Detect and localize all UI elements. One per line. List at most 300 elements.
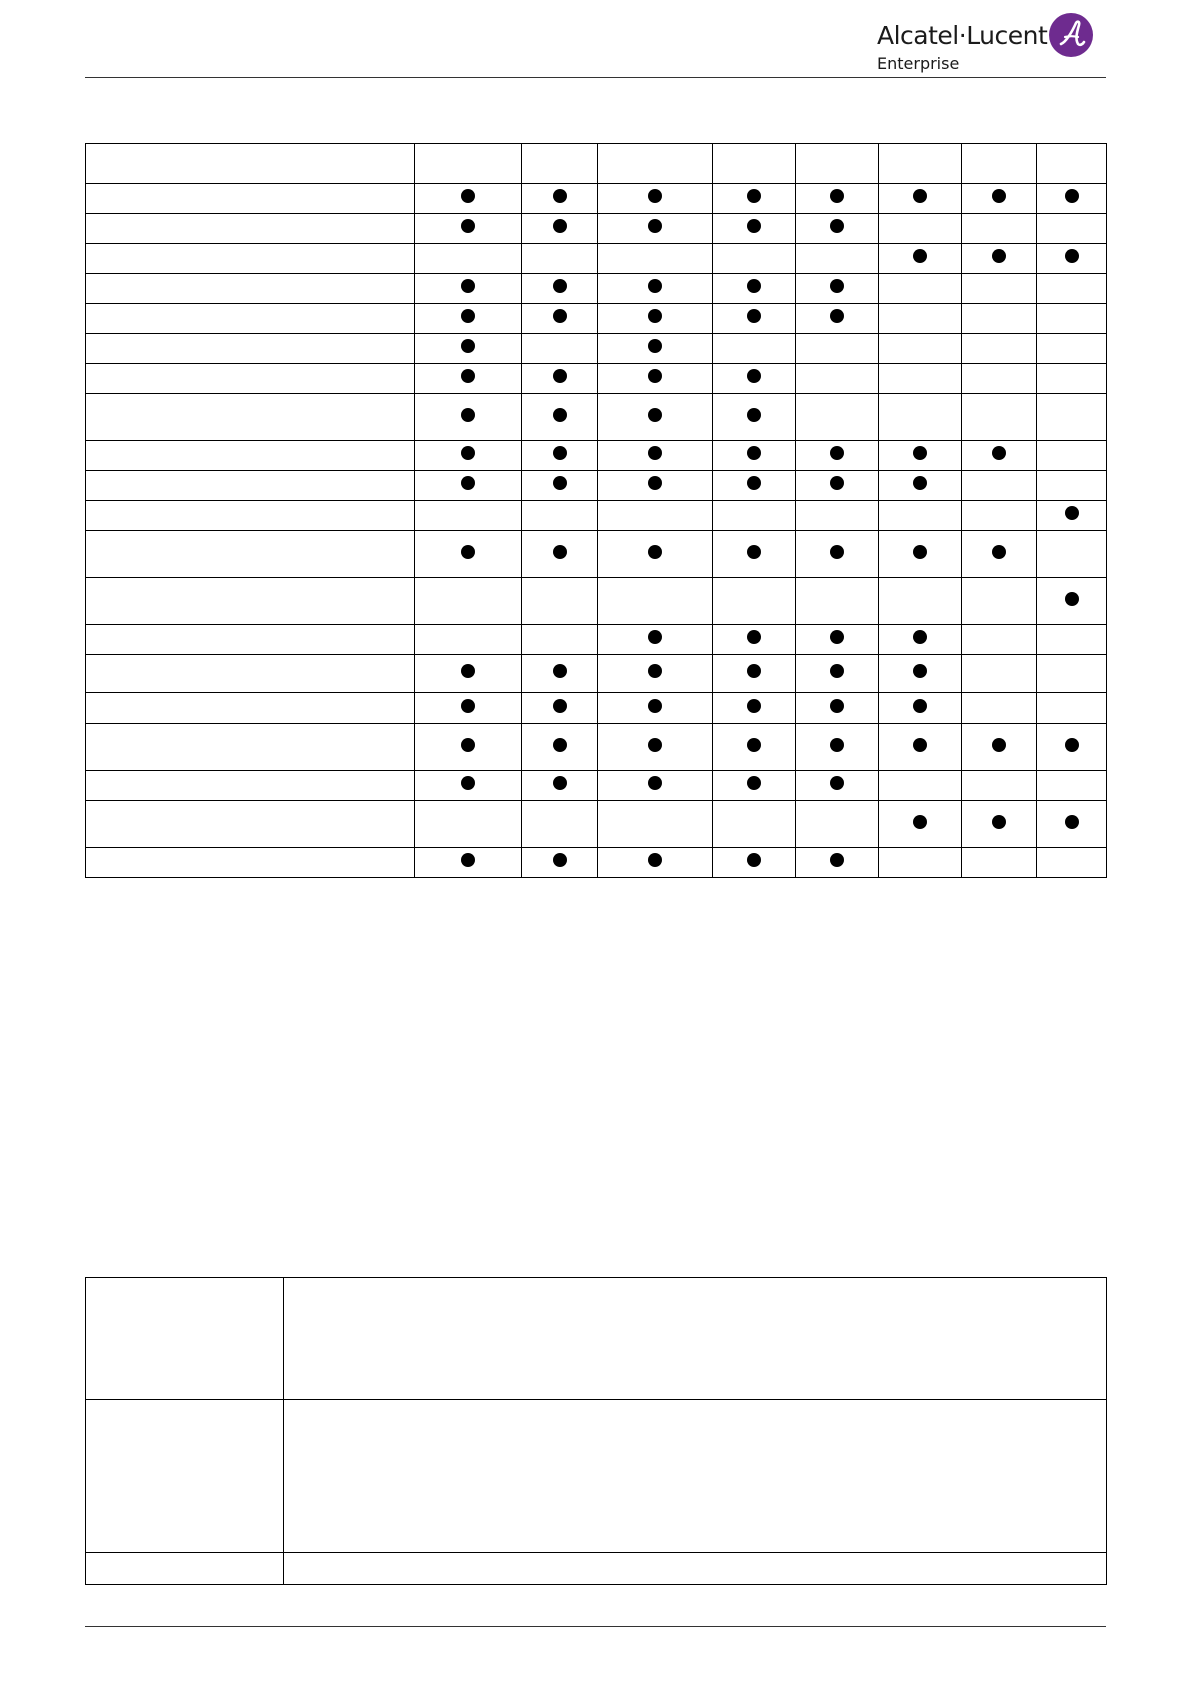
support-cell — [522, 693, 598, 724]
support-dot-icon — [747, 279, 761, 293]
support-cell — [713, 274, 796, 304]
support-cell — [713, 394, 796, 441]
support-dot-icon — [913, 738, 927, 752]
support-dot-icon — [747, 369, 761, 383]
support-cell — [879, 693, 962, 724]
support-cell — [522, 144, 598, 184]
support-cell — [796, 578, 879, 625]
support-cell — [879, 441, 962, 471]
support-dot-icon — [830, 476, 844, 490]
support-cell — [415, 184, 522, 214]
table-row — [86, 304, 1107, 334]
info-table — [85, 1277, 1107, 1585]
support-dot-icon — [747, 309, 761, 323]
support-cell — [962, 578, 1037, 625]
support-dot-icon — [553, 309, 567, 323]
support-cell — [1037, 274, 1107, 304]
support-cell — [415, 441, 522, 471]
support-dot-icon — [747, 545, 761, 559]
support-cell — [796, 693, 879, 724]
support-cell — [962, 144, 1037, 184]
feature-label-cell — [86, 144, 415, 184]
feature-compatibility-table — [85, 143, 1107, 878]
support-cell — [713, 578, 796, 625]
support-dot-icon — [830, 219, 844, 233]
table-row — [86, 848, 1107, 878]
support-cell — [796, 364, 879, 394]
support-dot-icon — [553, 279, 567, 293]
support-cell — [415, 214, 522, 244]
support-dot-icon — [830, 279, 844, 293]
support-cell — [962, 724, 1037, 771]
support-cell — [598, 334, 713, 364]
support-cell — [962, 848, 1037, 878]
support-dot-icon — [461, 446, 475, 460]
support-cell — [796, 244, 879, 274]
support-cell — [796, 214, 879, 244]
support-dot-icon — [648, 630, 662, 644]
support-cell — [598, 394, 713, 441]
support-cell — [522, 771, 598, 801]
support-cell — [415, 625, 522, 655]
support-cell — [962, 274, 1037, 304]
support-cell — [598, 724, 713, 771]
support-cell — [962, 364, 1037, 394]
support-cell — [962, 184, 1037, 214]
support-cell — [1037, 531, 1107, 578]
info-cell — [86, 1400, 284, 1553]
table-row — [86, 214, 1107, 244]
support-cell — [796, 184, 879, 214]
support-cell — [796, 655, 879, 693]
feature-label-cell — [86, 441, 415, 471]
support-cell — [879, 334, 962, 364]
support-dot-icon — [648, 408, 662, 422]
support-cell — [713, 655, 796, 693]
support-dot-icon — [747, 476, 761, 490]
support-cell — [962, 304, 1037, 334]
support-dot-icon — [992, 446, 1006, 460]
support-cell — [415, 274, 522, 304]
support-cell — [522, 304, 598, 334]
support-dot-icon — [830, 853, 844, 867]
support-dot-icon — [553, 189, 567, 203]
support-cell — [879, 501, 962, 531]
feature-label-cell — [86, 724, 415, 771]
support-dot-icon — [461, 545, 475, 559]
support-cell — [1037, 304, 1107, 334]
support-cell — [879, 625, 962, 655]
support-cell — [598, 274, 713, 304]
support-cell — [522, 625, 598, 655]
support-cell — [713, 364, 796, 394]
support-dot-icon — [992, 249, 1006, 263]
support-dot-icon — [648, 664, 662, 678]
support-cell — [879, 771, 962, 801]
support-cell — [962, 334, 1037, 364]
support-dot-icon — [553, 853, 567, 867]
header-rule — [85, 77, 1106, 78]
support-dot-icon — [553, 545, 567, 559]
logo-wordmark: Alcatel·Lucent — [877, 21, 1048, 50]
info-row — [86, 1278, 1107, 1400]
support-dot-icon — [913, 630, 927, 644]
feature-label-cell — [86, 244, 415, 274]
support-cell — [522, 501, 598, 531]
support-cell — [1037, 801, 1107, 848]
support-dot-icon — [553, 446, 567, 460]
support-cell — [1037, 625, 1107, 655]
support-cell — [598, 184, 713, 214]
support-cell — [522, 801, 598, 848]
support-cell — [796, 394, 879, 441]
table-row — [86, 364, 1107, 394]
support-dot-icon — [553, 664, 567, 678]
support-dot-icon — [553, 476, 567, 490]
support-cell — [598, 531, 713, 578]
support-cell — [598, 304, 713, 334]
support-cell — [598, 244, 713, 274]
feature-label-cell — [86, 848, 415, 878]
feature-label-cell — [86, 471, 415, 501]
support-cell — [415, 304, 522, 334]
table-row — [86, 693, 1107, 724]
alcatel-lucent-logo — [874, 10, 1100, 76]
support-dot-icon — [913, 249, 927, 263]
support-dot-icon — [648, 853, 662, 867]
support-dot-icon — [553, 369, 567, 383]
support-cell — [713, 801, 796, 848]
support-dot-icon — [830, 738, 844, 752]
feature-label-cell — [86, 214, 415, 244]
support-dot-icon — [913, 664, 927, 678]
support-dot-icon — [1065, 815, 1079, 829]
support-cell — [796, 334, 879, 364]
feature-label-cell — [86, 655, 415, 693]
support-cell — [962, 471, 1037, 501]
support-dot-icon — [747, 408, 761, 422]
support-dot-icon — [648, 699, 662, 713]
support-cell — [415, 771, 522, 801]
feature-label-cell — [86, 304, 415, 334]
support-cell — [1037, 501, 1107, 531]
support-cell — [796, 144, 879, 184]
feature-label-cell — [86, 771, 415, 801]
feature-label-cell — [86, 578, 415, 625]
support-dot-icon — [830, 630, 844, 644]
support-dot-icon — [461, 309, 475, 323]
support-cell — [796, 274, 879, 304]
support-cell — [415, 244, 522, 274]
support-dot-icon — [830, 446, 844, 460]
support-cell — [522, 214, 598, 244]
info-cell — [284, 1553, 1107, 1585]
support-dot-icon — [830, 189, 844, 203]
support-dot-icon — [747, 189, 761, 203]
support-dot-icon — [461, 339, 475, 353]
feature-label-cell — [86, 274, 415, 304]
support-cell — [522, 724, 598, 771]
support-dot-icon — [913, 189, 927, 203]
support-cell — [1037, 244, 1107, 274]
footer-rule — [85, 1626, 1106, 1627]
support-cell — [1037, 334, 1107, 364]
feature-label-cell — [86, 334, 415, 364]
support-cell — [522, 578, 598, 625]
support-dot-icon — [747, 664, 761, 678]
support-cell — [522, 274, 598, 304]
support-cell — [962, 801, 1037, 848]
support-cell — [713, 214, 796, 244]
table-row — [86, 771, 1107, 801]
support-dot-icon — [461, 699, 475, 713]
support-cell — [962, 394, 1037, 441]
support-cell — [415, 531, 522, 578]
support-cell — [713, 724, 796, 771]
support-cell — [522, 334, 598, 364]
support-cell — [1037, 471, 1107, 501]
support-cell — [415, 334, 522, 364]
support-dot-icon — [461, 219, 475, 233]
support-cell — [1037, 441, 1107, 471]
support-dot-icon — [553, 699, 567, 713]
support-dot-icon — [1065, 506, 1079, 520]
support-dot-icon — [461, 369, 475, 383]
table-row — [86, 274, 1107, 304]
support-cell — [713, 184, 796, 214]
support-cell — [713, 441, 796, 471]
support-cell — [415, 471, 522, 501]
support-cell — [1037, 394, 1107, 441]
info-cell — [86, 1553, 284, 1585]
support-cell — [879, 364, 962, 394]
info-row — [86, 1553, 1107, 1585]
support-cell — [962, 693, 1037, 724]
support-dot-icon — [461, 279, 475, 293]
support-dot-icon — [461, 189, 475, 203]
support-cell — [713, 471, 796, 501]
support-dot-icon — [461, 738, 475, 752]
support-cell — [415, 578, 522, 625]
table-row — [86, 244, 1107, 274]
support-cell — [598, 214, 713, 244]
support-cell — [879, 848, 962, 878]
support-dot-icon — [992, 189, 1006, 203]
support-cell — [713, 501, 796, 531]
support-dot-icon — [1065, 189, 1079, 203]
support-dot-icon — [648, 279, 662, 293]
support-cell — [796, 531, 879, 578]
support-dot-icon — [913, 699, 927, 713]
support-cell — [713, 531, 796, 578]
support-cell — [713, 244, 796, 274]
support-dot-icon — [648, 309, 662, 323]
support-cell — [598, 771, 713, 801]
support-cell — [879, 394, 962, 441]
support-cell — [522, 531, 598, 578]
logo-mark-icon — [1048, 12, 1094, 58]
support-dot-icon — [461, 408, 475, 422]
support-dot-icon — [747, 446, 761, 460]
support-dot-icon — [913, 545, 927, 559]
support-cell — [598, 501, 713, 531]
support-dot-icon — [747, 776, 761, 790]
table-row — [86, 531, 1107, 578]
info-cell — [284, 1278, 1107, 1400]
support-cell — [415, 724, 522, 771]
support-cell — [962, 531, 1037, 578]
support-cell — [796, 304, 879, 334]
support-cell — [522, 848, 598, 878]
support-cell — [879, 304, 962, 334]
feature-label-cell — [86, 625, 415, 655]
support-cell — [1037, 214, 1107, 244]
support-cell — [1037, 693, 1107, 724]
support-cell — [522, 655, 598, 693]
table-row — [86, 501, 1107, 531]
support-dot-icon — [648, 545, 662, 559]
support-dot-icon — [553, 738, 567, 752]
support-dot-icon — [648, 446, 662, 460]
support-dot-icon — [747, 219, 761, 233]
support-dot-icon — [747, 853, 761, 867]
support-dot-icon — [553, 408, 567, 422]
support-cell — [522, 441, 598, 471]
support-dot-icon — [648, 776, 662, 790]
support-dot-icon — [830, 309, 844, 323]
support-dot-icon — [461, 664, 475, 678]
support-dot-icon — [648, 476, 662, 490]
support-cell — [598, 655, 713, 693]
support-cell — [713, 304, 796, 334]
support-cell — [962, 771, 1037, 801]
support-cell — [1037, 771, 1107, 801]
support-dot-icon — [648, 339, 662, 353]
support-dot-icon — [830, 545, 844, 559]
support-dot-icon — [830, 664, 844, 678]
support-cell — [522, 244, 598, 274]
support-cell — [598, 848, 713, 878]
support-cell — [962, 244, 1037, 274]
support-cell — [796, 848, 879, 878]
info-cell — [284, 1400, 1107, 1553]
support-cell — [522, 394, 598, 441]
support-dot-icon — [747, 630, 761, 644]
support-dot-icon — [1065, 592, 1079, 606]
support-cell — [598, 144, 713, 184]
feature-label-cell — [86, 693, 415, 724]
support-cell — [713, 771, 796, 801]
support-dot-icon — [992, 545, 1006, 559]
support-cell — [415, 501, 522, 531]
feature-label-cell — [86, 801, 415, 848]
support-cell — [415, 394, 522, 441]
support-cell — [879, 578, 962, 625]
table-row — [86, 471, 1107, 501]
support-cell — [879, 244, 962, 274]
table-row — [86, 334, 1107, 364]
support-dot-icon — [913, 815, 927, 829]
support-cell — [962, 441, 1037, 471]
support-cell — [879, 655, 962, 693]
support-dot-icon — [553, 219, 567, 233]
support-dot-icon — [913, 446, 927, 460]
support-cell — [1037, 655, 1107, 693]
support-cell — [796, 801, 879, 848]
support-cell — [598, 693, 713, 724]
support-cell — [713, 693, 796, 724]
support-cell — [879, 274, 962, 304]
support-dot-icon — [1065, 738, 1079, 752]
support-cell — [522, 184, 598, 214]
support-cell — [879, 531, 962, 578]
support-dot-icon — [992, 815, 1006, 829]
support-dot-icon — [747, 699, 761, 713]
support-dot-icon — [648, 189, 662, 203]
support-dot-icon — [648, 369, 662, 383]
table-row — [86, 578, 1107, 625]
logo-subtitle: Enterprise — [877, 54, 960, 73]
support-dot-icon — [1065, 249, 1079, 263]
table-row — [86, 655, 1107, 693]
support-cell — [796, 471, 879, 501]
support-cell — [1037, 578, 1107, 625]
support-cell — [598, 471, 713, 501]
support-cell — [879, 144, 962, 184]
support-cell — [796, 724, 879, 771]
support-cell — [713, 625, 796, 655]
support-dot-icon — [648, 738, 662, 752]
table-row — [86, 724, 1107, 771]
support-cell — [1037, 144, 1107, 184]
support-dot-icon — [830, 699, 844, 713]
support-cell — [598, 578, 713, 625]
support-cell — [598, 801, 713, 848]
feature-label-cell — [86, 364, 415, 394]
support-cell — [1037, 364, 1107, 394]
support-cell — [1037, 848, 1107, 878]
support-cell — [796, 625, 879, 655]
support-cell — [415, 801, 522, 848]
table-row — [86, 394, 1107, 441]
support-cell — [879, 214, 962, 244]
support-cell — [879, 184, 962, 214]
table-row — [86, 801, 1107, 848]
support-dot-icon — [461, 853, 475, 867]
support-cell — [796, 771, 879, 801]
feature-label-cell — [86, 184, 415, 214]
support-cell — [796, 501, 879, 531]
support-dot-icon — [830, 776, 844, 790]
support-cell — [962, 625, 1037, 655]
support-cell — [415, 693, 522, 724]
support-dot-icon — [992, 738, 1006, 752]
table-header-row — [86, 144, 1107, 184]
feature-label-cell — [86, 501, 415, 531]
info-cell — [86, 1278, 284, 1400]
support-cell — [522, 364, 598, 394]
support-cell — [879, 724, 962, 771]
support-cell — [598, 364, 713, 394]
support-cell — [713, 848, 796, 878]
support-cell — [796, 441, 879, 471]
support-cell — [415, 848, 522, 878]
support-cell — [713, 144, 796, 184]
support-cell — [1037, 184, 1107, 214]
table-row — [86, 184, 1107, 214]
support-cell — [415, 655, 522, 693]
info-row — [86, 1400, 1107, 1553]
